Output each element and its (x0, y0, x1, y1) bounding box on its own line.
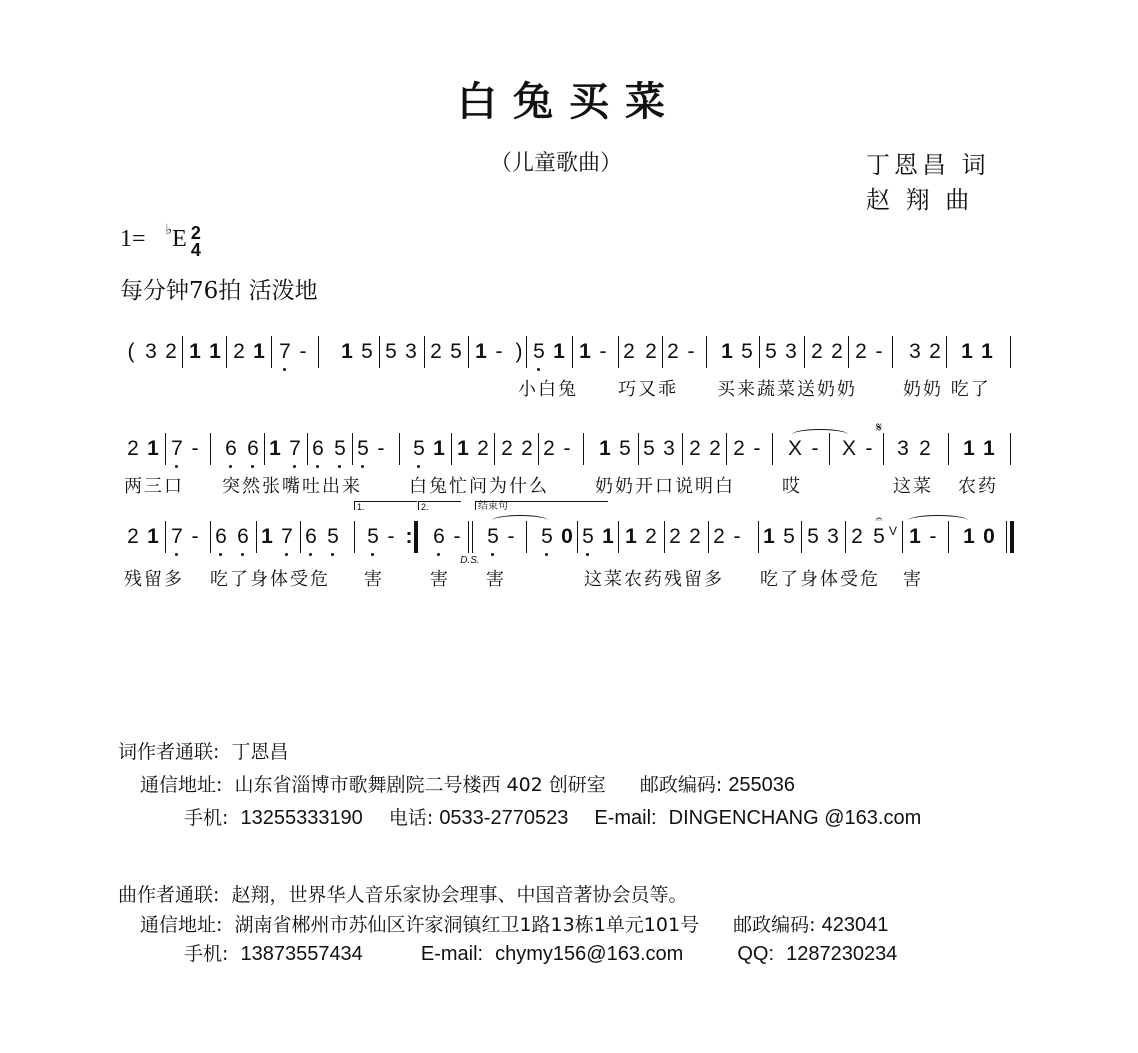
lyric: 买来蔬菜送奶奶 (717, 379, 857, 400)
key-prefix: 1= (120, 226, 146, 252)
composer-contact (118, 880, 687, 907)
composer-address (140, 910, 888, 937)
address-label: 通信地址: (140, 774, 223, 796)
lyric: 这菜 (893, 476, 933, 497)
ending-label: 结束句 (475, 501, 608, 510)
lyricist-contact (118, 737, 288, 764)
segno-icon: 𝄋 (875, 419, 883, 435)
postcode-label: 邮政编码: (639, 774, 723, 796)
qq-label: QQ: (737, 943, 775, 965)
song-title: 白兔买菜 (457, 78, 681, 125)
lyric: 这菜农药残留多 (584, 569, 724, 590)
lyric: 残留多 (124, 569, 184, 590)
email-link[interactable]: DINGENCHANG @163.com (668, 807, 922, 829)
phone-value: 0533-2770523 (439, 807, 569, 829)
email-label: E-mail: (420, 943, 484, 965)
volta-2: 2. (418, 501, 461, 510)
composer-phones (184, 939, 897, 966)
flat-icon: ♭ (165, 223, 173, 238)
key-letter: E (172, 226, 187, 252)
paren-open: ( (127, 340, 135, 363)
contact-label: 词作者通联: (118, 741, 220, 763)
contact-name: 赵翔，世界华人音乐家协会理事、中国音著协会员等。 (231, 884, 688, 906)
postcode-label: 邮政编码: (733, 914, 816, 936)
lyric: 吃了身体受危 (210, 569, 330, 590)
mobile-label: 手机: (184, 943, 229, 965)
lyric: 小白兔 (518, 379, 578, 400)
lyric: 哎 (782, 476, 802, 497)
postcode-value: 255036 (728, 774, 796, 796)
lyric: 巧又乖 (618, 379, 678, 400)
key-signature (120, 222, 201, 259)
tempo-marking: 每分钟76拍 活泼地 (120, 278, 318, 304)
composer-credit: 赵 翔 曲 (866, 186, 974, 214)
ds-mark: D.S. (460, 555, 480, 566)
address-value: 山东省淄博市歌舞剧院二号楼西 402 创研室 (234, 774, 606, 796)
lyric: 农药 (958, 476, 998, 497)
lyric: 奶奶 吃了 (903, 379, 991, 400)
lyricist-address (140, 770, 795, 797)
song-subtitle: （儿童歌曲） (490, 151, 623, 176)
fermata-icon: 𝄐 (875, 512, 883, 526)
time-bottom: 4 (190, 240, 201, 260)
address-label: 通信地址: (140, 914, 223, 936)
breath-mark-icon: V (888, 524, 897, 538)
lyric: 害 (486, 569, 506, 590)
volta-1: 1. (354, 501, 417, 510)
postcode-value: 423041 (821, 914, 889, 936)
time-top: 2 (190, 223, 201, 243)
phone-label: 电话: (388, 807, 434, 829)
email-label: E-mail: (594, 807, 657, 829)
mobile-value: 13255333190 (240, 807, 363, 829)
time-signature (191, 225, 201, 259)
email-link[interactable]: chymy156@163.com (495, 943, 684, 965)
lyric: 害 (364, 569, 384, 590)
lyricist-credit: 丁恩昌 词 (866, 151, 990, 179)
contact-name: 丁恩昌 (231, 741, 289, 763)
lyric: 两三口 (124, 476, 184, 497)
mobile-value: 13873557434 (240, 943, 363, 965)
lyric: 奶奶开口说明白 (595, 476, 735, 497)
lyricist-phones (184, 803, 921, 830)
mobile-label: 手机: (184, 807, 229, 829)
lyric: 白兔忙问为什么 (409, 476, 549, 497)
contact-label: 曲作者通联: (118, 884, 220, 906)
qq-value: 1287230234 (786, 943, 898, 965)
lyric: 突然张嘴吐出来 (222, 476, 362, 497)
address-value: 湖南省郴州市苏仙区许家洞镇红卫1路13栋1单元101号 (234, 914, 700, 936)
lyric: 害 (430, 569, 450, 590)
lyric: 吃了身体受危 (760, 569, 880, 590)
lyric: 害 (903, 569, 923, 590)
